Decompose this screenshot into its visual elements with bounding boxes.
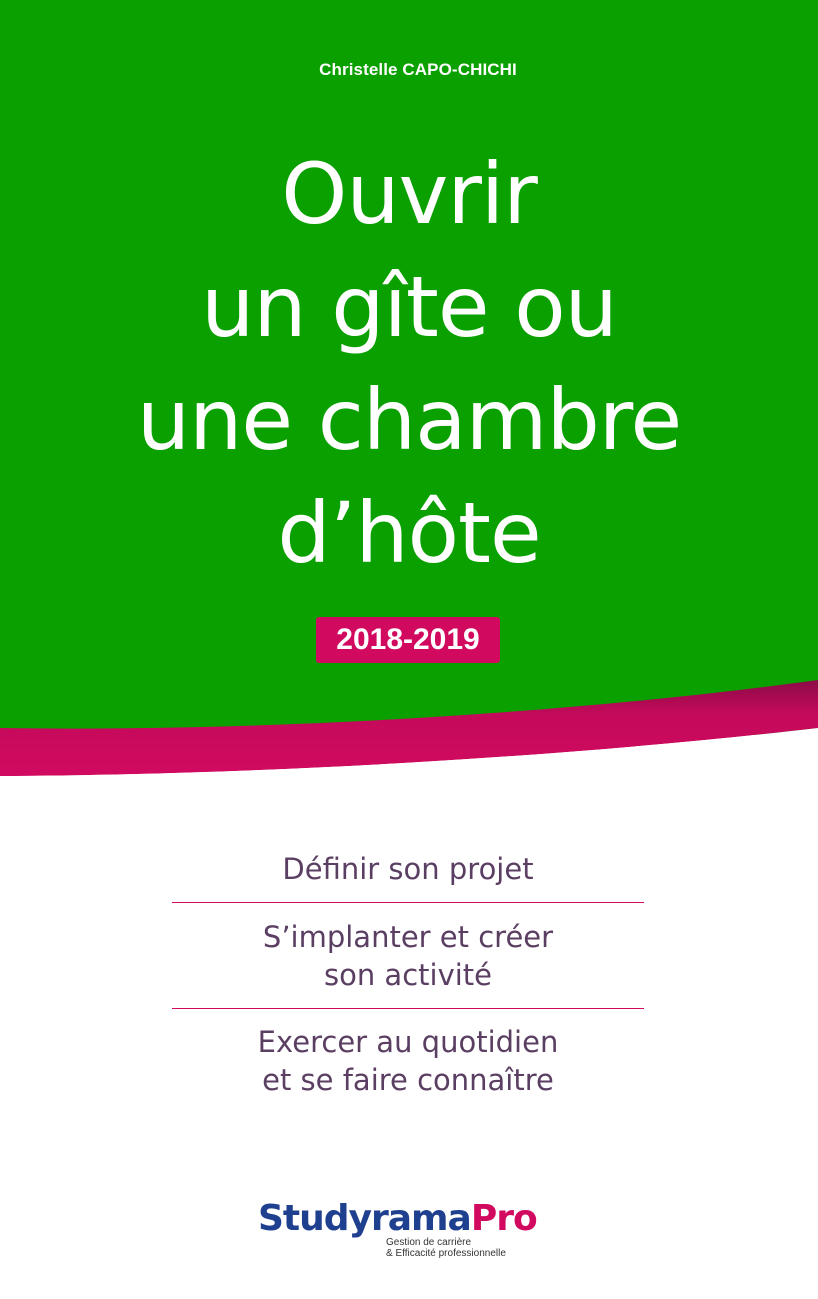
- topic-line: son activité: [323, 958, 493, 992]
- book-title: [0, 138, 818, 590]
- title-line: d’hôte: [277, 484, 541, 582]
- author-name: Christelle CAPO-CHICHI: [319, 60, 517, 79]
- topic-item: [172, 902, 644, 1009]
- topic-line: Définir son projet: [282, 852, 534, 886]
- topic-item: [172, 1009, 644, 1113]
- topic-line: S’implanter et créer: [262, 920, 554, 954]
- publisher-name: [258, 1196, 537, 1242]
- topic-line: et se faire connaître: [262, 1063, 554, 1097]
- title-line: Ouvrir: [281, 145, 537, 243]
- title-line: une chambre: [136, 371, 682, 469]
- title-line: un gîte ou: [201, 258, 617, 356]
- publisher-name-studyrama: Studyrama: [258, 1198, 471, 1239]
- edition-badge: 2018-2019: [316, 617, 500, 663]
- topics-list: [172, 850, 644, 1113]
- publisher-logo: [258, 1196, 568, 1260]
- publisher-name-pro: Pro: [470, 1198, 537, 1239]
- publisher-tagline: [386, 1237, 506, 1259]
- tagline-line: & Efficacité professionnelle: [386, 1248, 506, 1259]
- tagline-line: Gestion de carrière: [386, 1237, 472, 1248]
- topic-item: [172, 850, 644, 902]
- topic-line: Exercer au quotidien: [257, 1025, 559, 1059]
